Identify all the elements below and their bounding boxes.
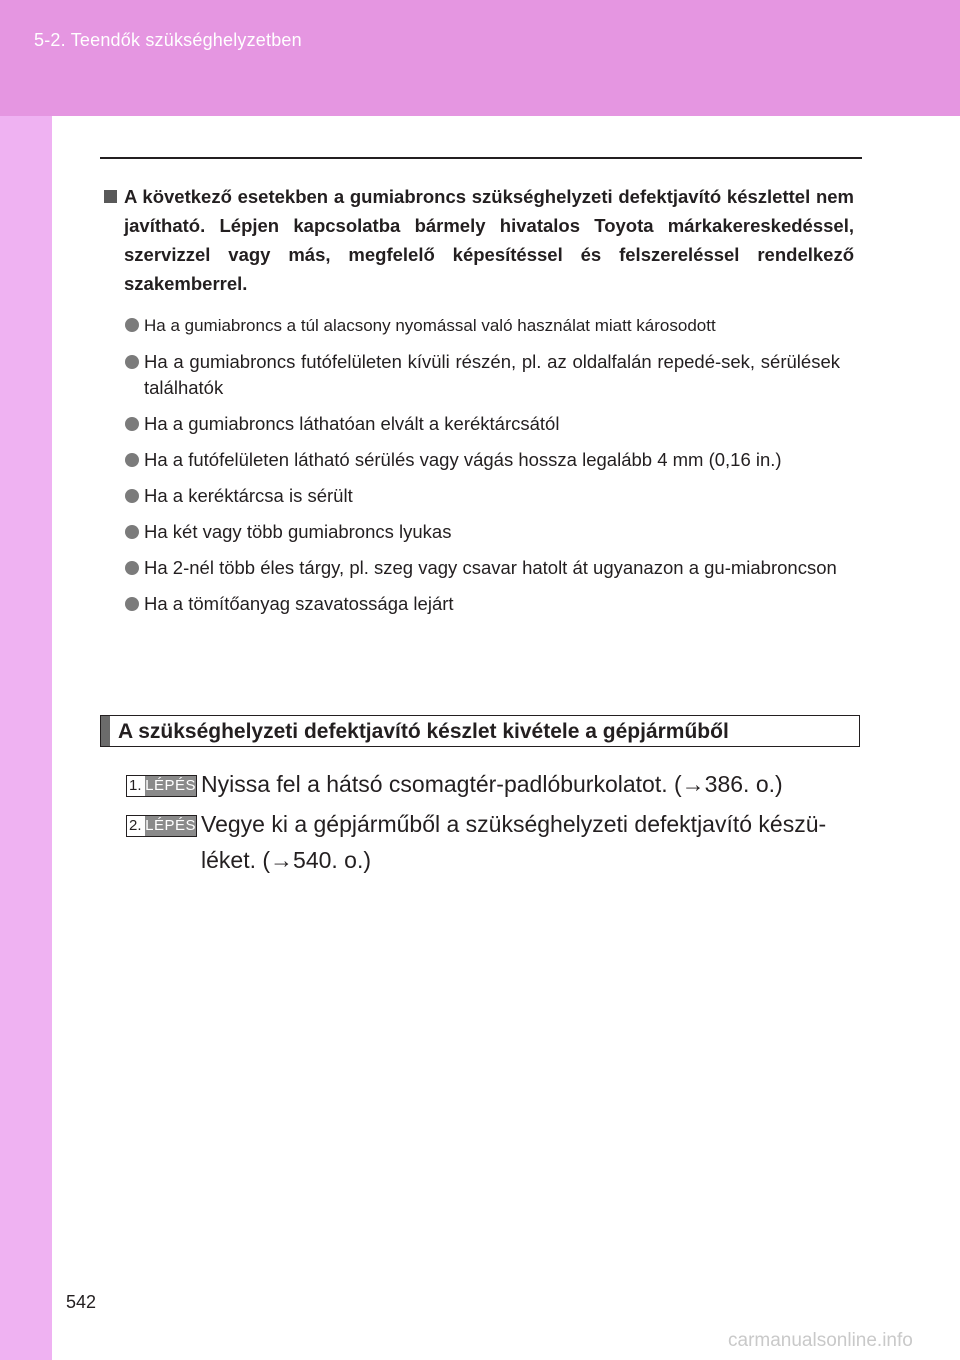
list-item: [104, 555, 854, 581]
bullet-dot-icon: [125, 453, 139, 467]
step-badge: [126, 775, 197, 797]
step-text: Nyissa fel a hátsó csomagtér-padlóburkolatot. (→386. o.): [201, 771, 783, 797]
list-item: [104, 349, 854, 401]
list-item: [104, 411, 854, 437]
list-item: [104, 447, 854, 473]
bullet-dot-icon: [125, 561, 139, 575]
bullet-dot-icon: [125, 318, 139, 332]
list-item-text: Ha a futófelületen látható sérülés vagy vágás hossza legalább 4 mm (0,16 in.): [144, 449, 782, 470]
note-heading: [104, 182, 854, 298]
list-item: [104, 312, 854, 339]
section-heading: A szükséghelyzeti defektjavító készlet kivétele a gépjárműből: [118, 720, 729, 743]
list-item-text: Ha a gumiabroncs a túl alacsony nyomással való használat miatt károsodott: [144, 316, 716, 335]
section-tab-marker: [101, 716, 110, 746]
side-band: [0, 116, 52, 1360]
step-badge: [126, 815, 197, 837]
note-block: [104, 182, 854, 627]
step-1: [126, 766, 856, 802]
page-number: 542: [66, 1292, 97, 1312]
bullet-dot-icon: [125, 355, 139, 369]
bullet-dot-icon: [125, 417, 139, 431]
bullet-dot-icon: [125, 597, 139, 611]
step-word: LÉPÉS: [145, 817, 196, 834]
list-item: [104, 483, 854, 509]
step-word: LÉPÉS: [145, 777, 196, 794]
list-item-text: Ha a tömítőanyag szavatossága lejárt: [144, 593, 454, 614]
bullet-dot-icon: [125, 525, 139, 539]
list-item-text: Ha a keréktárcsa is sérült: [144, 485, 353, 506]
list-item: [104, 519, 854, 545]
step-text: Vegye ki a gépjárműből a szükséghelyzeti defektjavító készü-léket. (→540. o.): [201, 811, 827, 873]
step-number: 2.: [129, 817, 142, 834]
bullet-dot-icon: [125, 489, 139, 503]
list-item-text: Ha a gumiabroncs futófelületen kívüli részén, pl. az oldalfalán repedé-sek, sérülések találhatók: [144, 351, 840, 398]
square-bullet-icon: [104, 190, 117, 203]
list-item: [104, 591, 854, 617]
step-number: 1.: [129, 777, 142, 794]
note-heading-text: A következő esetekben a gumiabroncs szükséghelyzeti defektjavító készlettel nem javítható. Lépjen kapcsolatba bármely hivatalos Toyota márkakereskedéssel, szervizzel vagy más, megfelelő képesítéssel és felszereléssel rendelkező szakemberrel.: [124, 186, 854, 294]
condition-list: [104, 312, 854, 617]
section-heading-box: [100, 715, 860, 747]
step-2: [126, 806, 856, 878]
list-item-text: Ha két vagy több gumiabroncs lyukas: [144, 521, 452, 542]
watermark: carmanualsonline.info: [728, 1330, 913, 1351]
list-item-text: Ha 2-nél több éles tárgy, pl. szeg vagy csavar hatolt át ugyanazon a gu-miabroncson: [144, 557, 837, 578]
section-title: 5-2. Teendők szükséghelyzetben: [34, 30, 302, 50]
header-band: [0, 0, 960, 116]
list-item-text: Ha a gumiabroncs láthatóan elvált a keréktárcsától: [144, 413, 560, 434]
top-rule: [100, 157, 862, 159]
